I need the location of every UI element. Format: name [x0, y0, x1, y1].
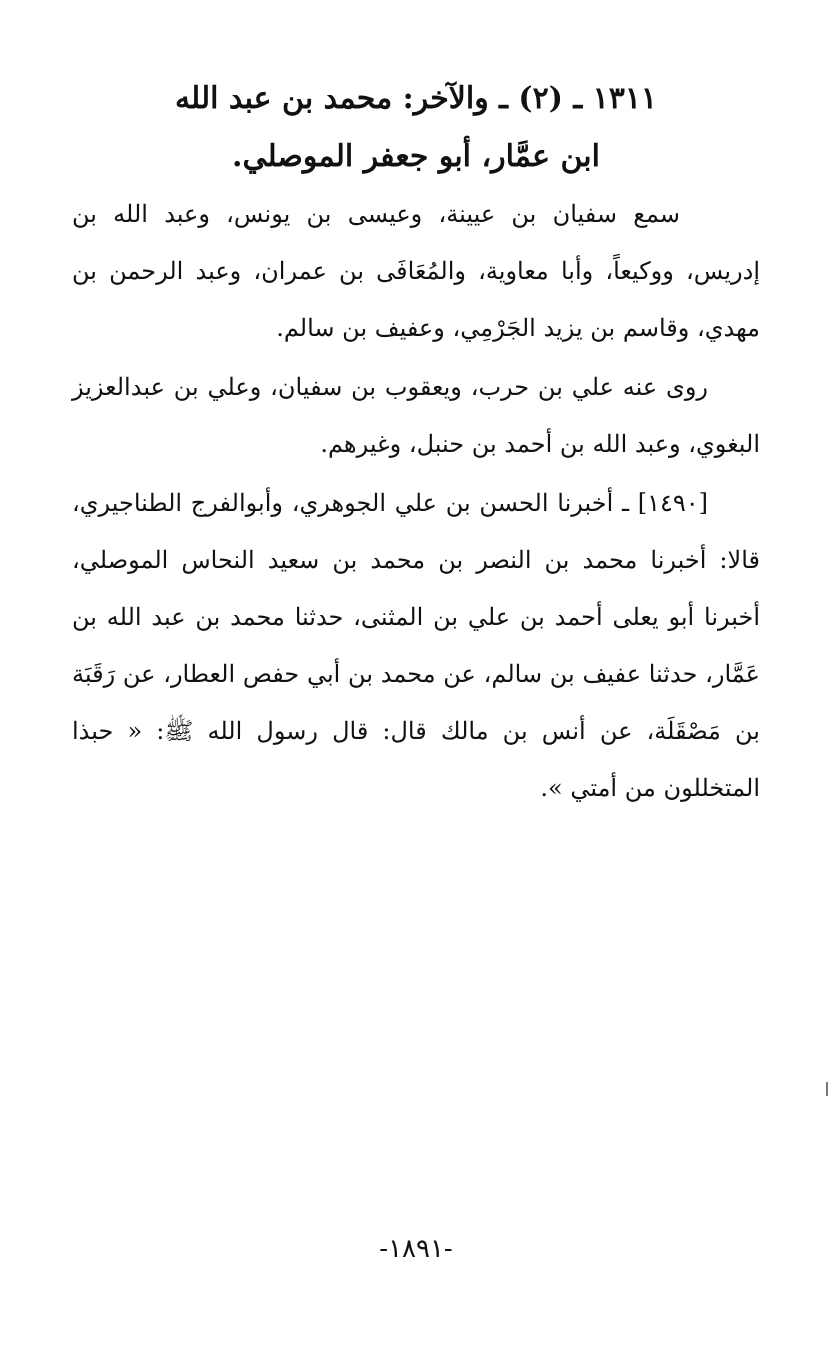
biography-paragraph: سمع سفيان بن عيينة، وعيسى بن يونس، وعبد الله بن إدريس، ووكيعاً، وأبا معاوية، والمُعَافَى بن عمران، وعبد الرحمن بن مهدي، وقاسم بن يزيد الجَرْمِي، وعفيف بن سالم. — [72, 200, 760, 342]
hadith-paragraph: [١٤٩٠] ـ أخبرنا الحسن بن علي الجوهري، وأبوالفرج الطناجيري، قالا: أخبرنا محمد بن النصر بن محمد بن سعيد النحاس الموصلي، أخبرنا أبو يعلى أحمد بن علي بن المثنى، حدثنا محمد بن عبد الله بن عَمَّار، حدثنا عفيف بن سالم، عن محمد بن أبي حفص العطار، عن رَقَبَة بن مَصْقَلَة، عن أنس بن مالك قال: قال رسول الله ﷺ: « حبذا المتخللون من أمتي ». — [72, 489, 760, 802]
entry-body — [72, 186, 760, 819]
page-number: -١٨٩١- — [379, 1234, 453, 1264]
margin-mark — [826, 1082, 828, 1096]
entry-title-line-2: ابن عمَّار، أبو جعفر الموصلي. — [232, 139, 600, 174]
narrators-paragraph: روى عنه علي بن حرب، ويعقوب بن سفيان، وعلي بن عبدالعزيز البغوي، وعبد الله بن أحمد بن حنبل، وغيرهم. — [72, 373, 760, 458]
entry-title-line-1: ١٣١١ ـ (٢) ـ والآخر: محمد بن عبد الله — [174, 81, 658, 116]
